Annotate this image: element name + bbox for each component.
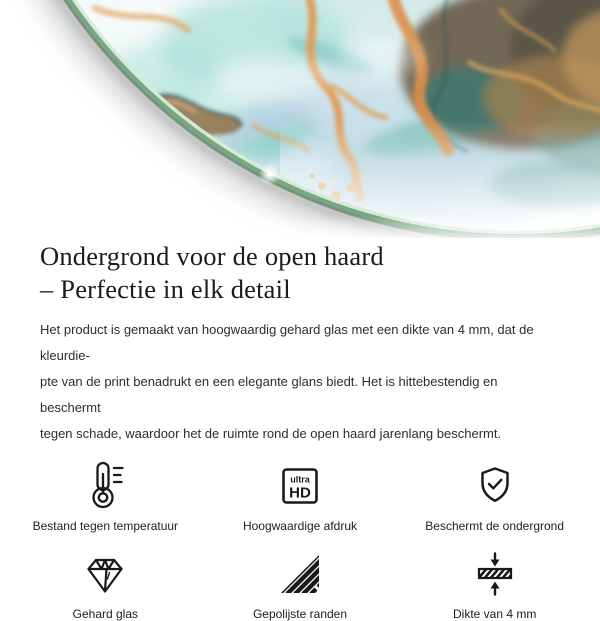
feature-label: Gehard glas xyxy=(72,607,139,621)
feature-print-quality xyxy=(203,460,398,533)
product-description: Het product is gemaakt van hoogwaardig gehard glas met een dikte van 4 mm, dat de kleurdie- pte van de print benadrukt en een elegante glans biedt. Het is hittebestendig en beschermt tegen schade, waardoor het de ruimte rond de open haard jarenlang beschermt. xyxy=(40,322,534,441)
page-title xyxy=(40,238,560,306)
product-copy xyxy=(0,238,600,621)
feature-protects-surface xyxy=(397,460,592,533)
feature-label: Dikte van 4 mm xyxy=(452,607,537,621)
feature-label: Beschermt de ondergrond xyxy=(425,519,565,533)
glass-panel-artwork xyxy=(0,0,600,238)
svg-text:HD: HD xyxy=(289,484,311,502)
feature-polished-edges xyxy=(203,548,398,621)
title-line-1: Ondergrond voor de open haard xyxy=(40,241,384,271)
thickness-4mm-icon xyxy=(473,548,517,600)
svg-text:ultra: ultra xyxy=(290,474,310,485)
feature-label: Hoogwaardige afdruk xyxy=(242,519,358,533)
product-photo xyxy=(0,0,600,238)
feature-thickness xyxy=(397,548,592,621)
thermometer-icon xyxy=(82,460,128,512)
title-line-2: – Perfectie in elk detail xyxy=(40,274,291,304)
polished-edges-icon xyxy=(279,548,321,600)
diamond-icon xyxy=(83,548,127,600)
ultra-hd-icon xyxy=(278,460,322,512)
features-grid xyxy=(0,460,600,621)
feature-temperature xyxy=(8,460,203,533)
feature-tempered-glass xyxy=(8,548,203,621)
feature-label: Gepolijste randen xyxy=(252,607,348,621)
feature-label: Bestand tegen temperatuur xyxy=(32,519,179,533)
shield-check-icon xyxy=(473,460,517,512)
